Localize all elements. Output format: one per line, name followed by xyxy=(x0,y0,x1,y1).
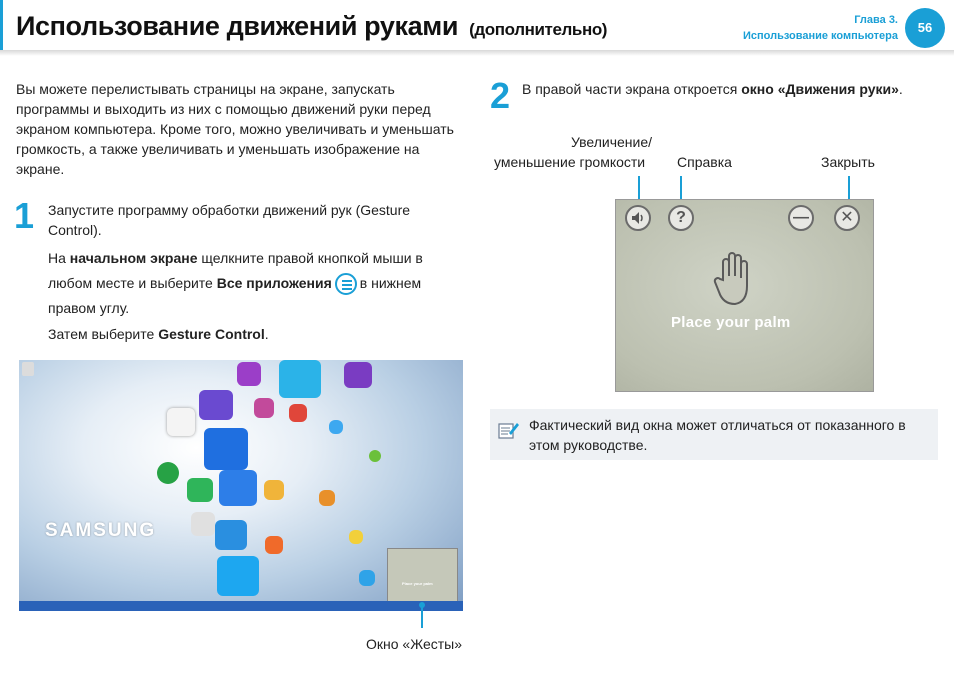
step-1-line1: Запустите программу обработки движений рук (Gesture Control). xyxy=(48,202,411,238)
cube-decoration xyxy=(329,420,343,434)
gesture-window-callout-label: Окно «Жесты» xyxy=(366,636,463,652)
header-divider xyxy=(0,50,954,56)
cube-decoration xyxy=(215,520,247,550)
cube-decoration xyxy=(191,512,215,536)
page-subtitle: (дополнительно) xyxy=(469,20,608,39)
close-button[interactable]: ✕ xyxy=(834,205,860,231)
label-help: Справка xyxy=(677,154,732,170)
cube-decoration xyxy=(359,570,375,586)
cube-decoration xyxy=(369,450,381,462)
cube-decoration xyxy=(279,360,321,398)
note-icon xyxy=(497,419,519,441)
chapter-name: Использование компьютера xyxy=(742,30,898,42)
label-volume-line1: Увеличение/ xyxy=(571,134,653,150)
title-accent-bar xyxy=(0,0,3,50)
chapter-number: Глава 3. xyxy=(854,14,898,26)
mini-gesture-window xyxy=(387,548,458,603)
step-1-line3: Затем выберите Gesture Control. xyxy=(48,326,269,342)
cube-decoration xyxy=(204,428,248,470)
step-2-text: В правой части экрана откроется окно «Движения руки». xyxy=(522,81,903,97)
step-2-number: 2 xyxy=(490,75,511,116)
mini-palm-text: Place your palm xyxy=(402,581,433,586)
cube-decoration xyxy=(319,490,335,506)
cube-decoration xyxy=(167,408,195,436)
cube-decoration xyxy=(264,480,284,500)
cube-decoration xyxy=(219,470,257,506)
cube-decoration xyxy=(217,556,259,596)
cube-decoration xyxy=(265,536,283,554)
step-1-number: 1 xyxy=(14,195,35,236)
cube-decoration xyxy=(349,530,363,544)
recycle-bin-icon xyxy=(22,362,34,376)
palm-icon xyxy=(713,250,757,308)
page-number-badge: 56 xyxy=(905,8,945,48)
cube-decoration xyxy=(237,362,261,386)
cube-decoration xyxy=(344,362,372,388)
samsung-logo: SAMSUNG xyxy=(45,520,157,541)
minimize-button[interactable]: — xyxy=(788,205,814,231)
cube-decoration xyxy=(199,390,233,420)
volume-button[interactable] xyxy=(625,205,651,231)
note-box xyxy=(490,409,938,460)
intro-paragraph: Вы можете перелистывать страницы на экране, запускать программы и выходить из них с помощью движений руки перед экраном компьютера. Кроме того, можно увеличивать и уменьшать громкость, а также увеличивать и уменьшать изображение на экране. xyxy=(16,81,454,177)
speaker-icon xyxy=(627,207,649,229)
page-title: Использование движений руками (дополнительно) xyxy=(16,11,608,41)
label-volume-line2: уменьшение громкости xyxy=(494,154,646,170)
chapter-label xyxy=(743,12,898,44)
sphere-decoration xyxy=(157,462,179,484)
note-text: Фактический вид окна может отличаться от показанного в этом руководстве. xyxy=(529,417,906,453)
step-1-text xyxy=(48,200,463,344)
desktop-screenshot xyxy=(19,360,463,611)
cube-decoration xyxy=(254,398,274,418)
help-button[interactable]: ? xyxy=(668,205,694,231)
cube-decoration xyxy=(289,404,307,422)
cube-decoration xyxy=(187,478,213,502)
gesture-window xyxy=(615,199,874,392)
callout-line xyxy=(421,606,423,628)
taskbar xyxy=(19,601,463,611)
step-1-line2: На начальном экране щелкните правой кнопкой мыши в любом месте и выберите Все приложения в нижнем правом углу. xyxy=(48,250,423,316)
palm-instruction: Place your palm xyxy=(671,314,791,331)
all-apps-icon xyxy=(335,273,357,295)
label-close: Закрыть xyxy=(821,154,875,170)
